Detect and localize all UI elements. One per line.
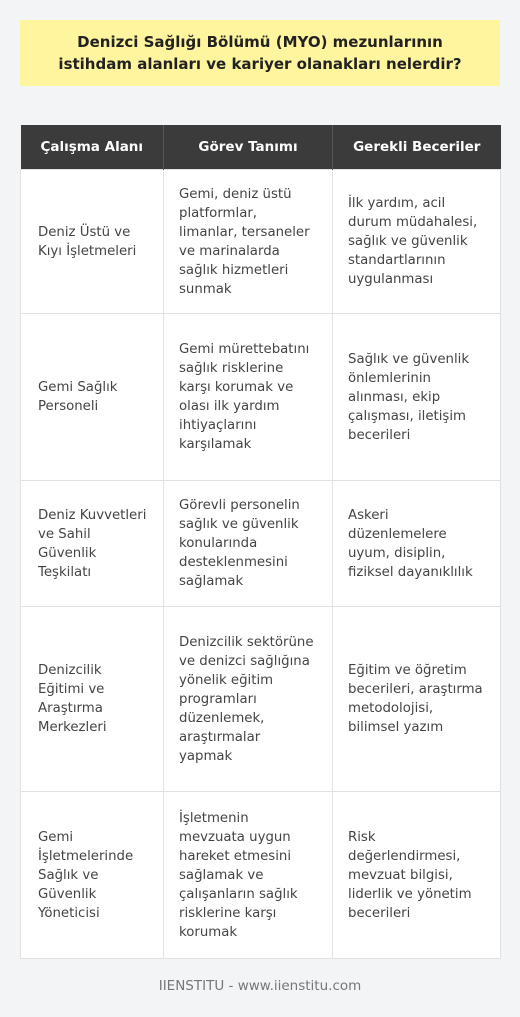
cell-area: Deniz Üstü ve Kıyı İşletmeleri: [21, 170, 164, 314]
cell-skills: Risk değerlendirmesi, mevzuat bilgisi, liderlik ve yönetim becerileri: [333, 792, 501, 959]
footer-credit: IIENSTITU - www.iienstitu.com: [158, 978, 362, 994]
cell-task: Denizcilik sektörüne ve denizci sağlığına yönelik eğitim programları düzenlemek, araştırmalar yapmak: [164, 607, 333, 792]
cell-area: Deniz Kuvvetleri ve Sahil Güvenlik Teşkilatı: [21, 481, 164, 607]
cell-task: Görevli personelin sağlık ve güvenlik konularında desteklenmesini sağlamak: [164, 481, 333, 607]
cell-task: Gemi, deniz üstü platformlar, limanlar, tersaneler ve marinalarda sağlık hizmetleri sunmak: [164, 170, 333, 314]
table-row: [21, 314, 501, 481]
cell-skills: İlk yardım, acil durum müdahalesi, sağlık ve güvenlik standartlarının uygulanması: [333, 170, 501, 314]
cell-skills: Eğitim ve öğretim becerileri, araştırma metodolojisi, bilimsel yazım: [333, 607, 501, 792]
cell-area: Gemi Sağlık Personeli: [21, 314, 164, 481]
header-skills: Gerekli Beceriler: [333, 125, 501, 170]
careers-table: [20, 125, 501, 959]
header-area: Çalışma Alanı: [21, 125, 164, 170]
cell-area: Gemi İşletmelerinde Sağlık ve Güvenlik Yöneticisi: [21, 792, 164, 959]
title-banner: [20, 20, 500, 86]
cell-task: İşletmenin mevzuata uygun hareket etmesini sağlamak ve çalışanların sağlık risklerine karşı korumak: [164, 792, 333, 959]
cell-skills: Askeri düzenlemelere uyum, disiplin, fiziksel dayanıklılık: [333, 481, 501, 607]
cell-task: Gemi mürettebatını sağlık risklerine karşı korumak ve olası ilk yardım ihtiyaçlarını karşılamak: [164, 314, 333, 481]
page-title: Denizci Sağlığı Bölümü (MYO) mezunlarının istihdam alanları ve kariyer olanakları nelerdir?: [58, 33, 462, 73]
cell-skills: Sağlık ve güvenlik önlemlerinin alınması, ekip çalışması, iletişim becerileri: [333, 314, 501, 481]
table-row: [21, 481, 501, 607]
cell-area: Denizcilik Eğitimi ve Araştırma Merkezleri: [21, 607, 164, 792]
table-row: [21, 792, 501, 959]
table-row: [21, 607, 501, 792]
table-row: [21, 170, 501, 314]
table-header-row: [21, 125, 501, 170]
header-task: Görev Tanımı: [164, 125, 333, 170]
